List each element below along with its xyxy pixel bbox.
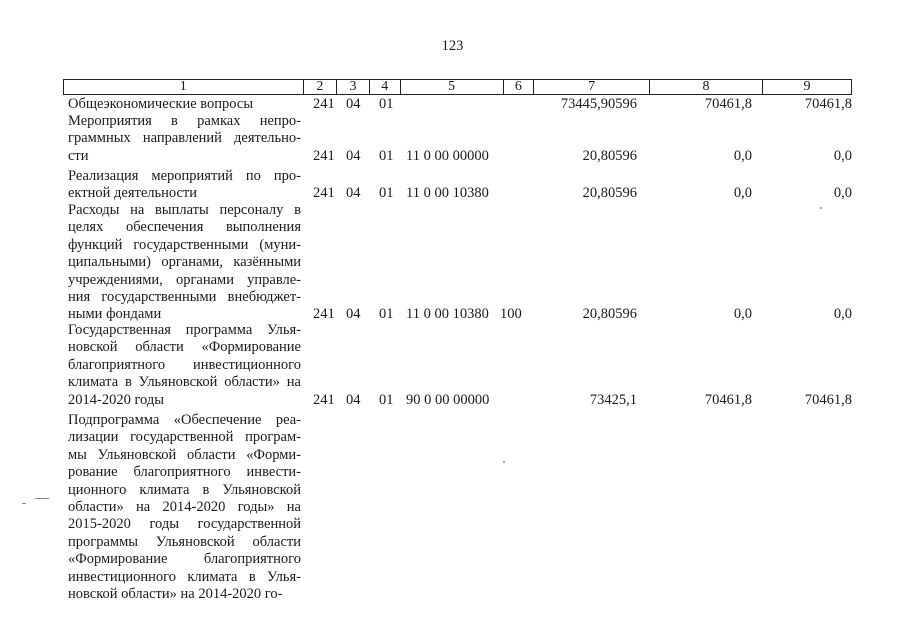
cell-col-4: 01 <box>379 391 394 408</box>
description-line: 2015-2020 годы государственной <box>68 516 301 533</box>
description-line: ния государственными внебюджет- <box>68 288 301 305</box>
cell-col-6: 100 <box>500 306 522 323</box>
table-header <box>63 79 852 95</box>
header-col-6: 6 <box>504 80 535 94</box>
description-line: Общеэкономические вопросы <box>68 96 254 112</box>
cell-col-3: 04 <box>346 391 361 408</box>
cell-col-4: 01 <box>379 147 394 164</box>
description-line: граммных направлений деятельно- <box>68 130 301 147</box>
cell-col-9: 0,0 <box>833 185 852 202</box>
cell-col-2: 241 <box>313 391 335 408</box>
description-line: климата в Ульяновской области» на <box>68 374 301 391</box>
cell-col-3: 04 <box>346 147 361 164</box>
description-line: ципальными) органами, казёнными <box>68 254 301 271</box>
scan-speck <box>820 207 822 209</box>
cell-col-9: 70461,8 <box>804 96 852 112</box>
description-line: целях обеспечения выполнения <box>68 219 301 236</box>
header-col-3: 3 <box>337 80 370 94</box>
cell-col-2: 241 <box>313 147 335 164</box>
description-line: новской области «Формирование <box>68 339 301 356</box>
cell-col-7: 73425,1 <box>589 391 637 408</box>
cell-col-8: 0,0 <box>733 147 752 164</box>
cell-col-8: 0,0 <box>733 306 752 323</box>
description-line: инвестиционного климата в Улья- <box>68 568 301 585</box>
cell-col-8: 0,0 <box>733 185 752 202</box>
cell-col-9: 0,0 <box>833 306 852 323</box>
cell-col-5: 11 0 00 10380 <box>406 306 489 323</box>
description-line: 2014-2020 годы <box>68 391 164 408</box>
description-line: ектной деятельности <box>68 185 198 202</box>
cell-col-3: 04 <box>346 306 361 323</box>
header-col-9: 9 <box>803 79 811 94</box>
description-line: Подпрограмма «Обеспечение реа- <box>68 412 301 428</box>
cell-col-4: 01 <box>379 306 394 323</box>
description-line: функций государственными (муни- <box>68 236 301 253</box>
row-description <box>68 96 301 113</box>
description-line: Государственная программа Улья- <box>68 322 301 338</box>
header-col-8: 8 <box>650 80 763 94</box>
cell-col-2: 241 <box>313 306 335 323</box>
description-line: области» на 2014-2020 годы» на <box>68 498 301 515</box>
header-col-2: 2 <box>304 80 338 94</box>
cell-col-8: 70461,8 <box>704 391 752 408</box>
row-description <box>68 202 301 324</box>
cell-col-7: 20,80596 <box>582 306 637 323</box>
page-number: 123 <box>441 38 464 54</box>
description-line: благоприятного инвестиционного <box>68 356 301 373</box>
header-col-1: 1 <box>64 80 304 94</box>
row-description <box>68 113 301 165</box>
cell-col-7: 20,80596 <box>582 147 637 164</box>
description-line: мы Ульяновской области «Форми- <box>68 446 301 463</box>
cell-col-5: 11 0 00 10380 <box>406 185 489 202</box>
row-description <box>68 412 301 603</box>
header-col-7: 7 <box>534 80 650 94</box>
cell-col-2: 241 <box>313 185 335 202</box>
cell-col-7: 73445,90596 <box>560 96 637 112</box>
cell-col-4: 01 <box>379 185 394 202</box>
cell-col-3: 04 <box>346 96 361 112</box>
row-description <box>68 322 301 409</box>
cell-col-9: 70461,8 <box>804 391 852 408</box>
scan-speck <box>22 503 26 504</box>
cell-col-9: 0,0 <box>833 147 852 164</box>
description-line: учреждениями, органами управле- <box>68 271 301 288</box>
cell-col-3: 04 <box>346 185 361 202</box>
header-col-5: 5 <box>401 80 504 94</box>
description-line: программы Ульяновской области <box>68 533 301 550</box>
description-line: «Формирование благоприятного <box>68 551 301 568</box>
description-line: Реализация мероприятий по про- <box>68 168 301 184</box>
scan-speck <box>35 498 49 499</box>
cell-col-2: 241 <box>313 96 335 112</box>
description-line: ными фондами <box>68 306 162 323</box>
header-col-4: 4 <box>370 80 401 94</box>
description-line: сти <box>68 147 89 164</box>
cell-col-5: 90 0 00 00000 <box>406 391 490 408</box>
description-line: Мероприятия в рамках непро- <box>68 113 301 129</box>
description-line: Расходы на выплаты персоналу в <box>68 202 301 218</box>
description-line: новской области» на 2014-2020 го- <box>68 585 283 602</box>
cell-col-8: 70461,8 <box>704 96 752 112</box>
cell-col-5: 11 0 00 00000 <box>406 147 489 164</box>
cell-col-4: 01 <box>379 96 394 112</box>
description-line: ционного климата в Ульяновской <box>68 481 301 498</box>
description-line: рование благоприятного инвести- <box>68 464 301 481</box>
description-line: лизации государственной програм- <box>68 429 301 446</box>
cell-col-7: 20,80596 <box>582 185 637 202</box>
scan-speck <box>503 461 505 463</box>
row-description <box>68 168 301 203</box>
